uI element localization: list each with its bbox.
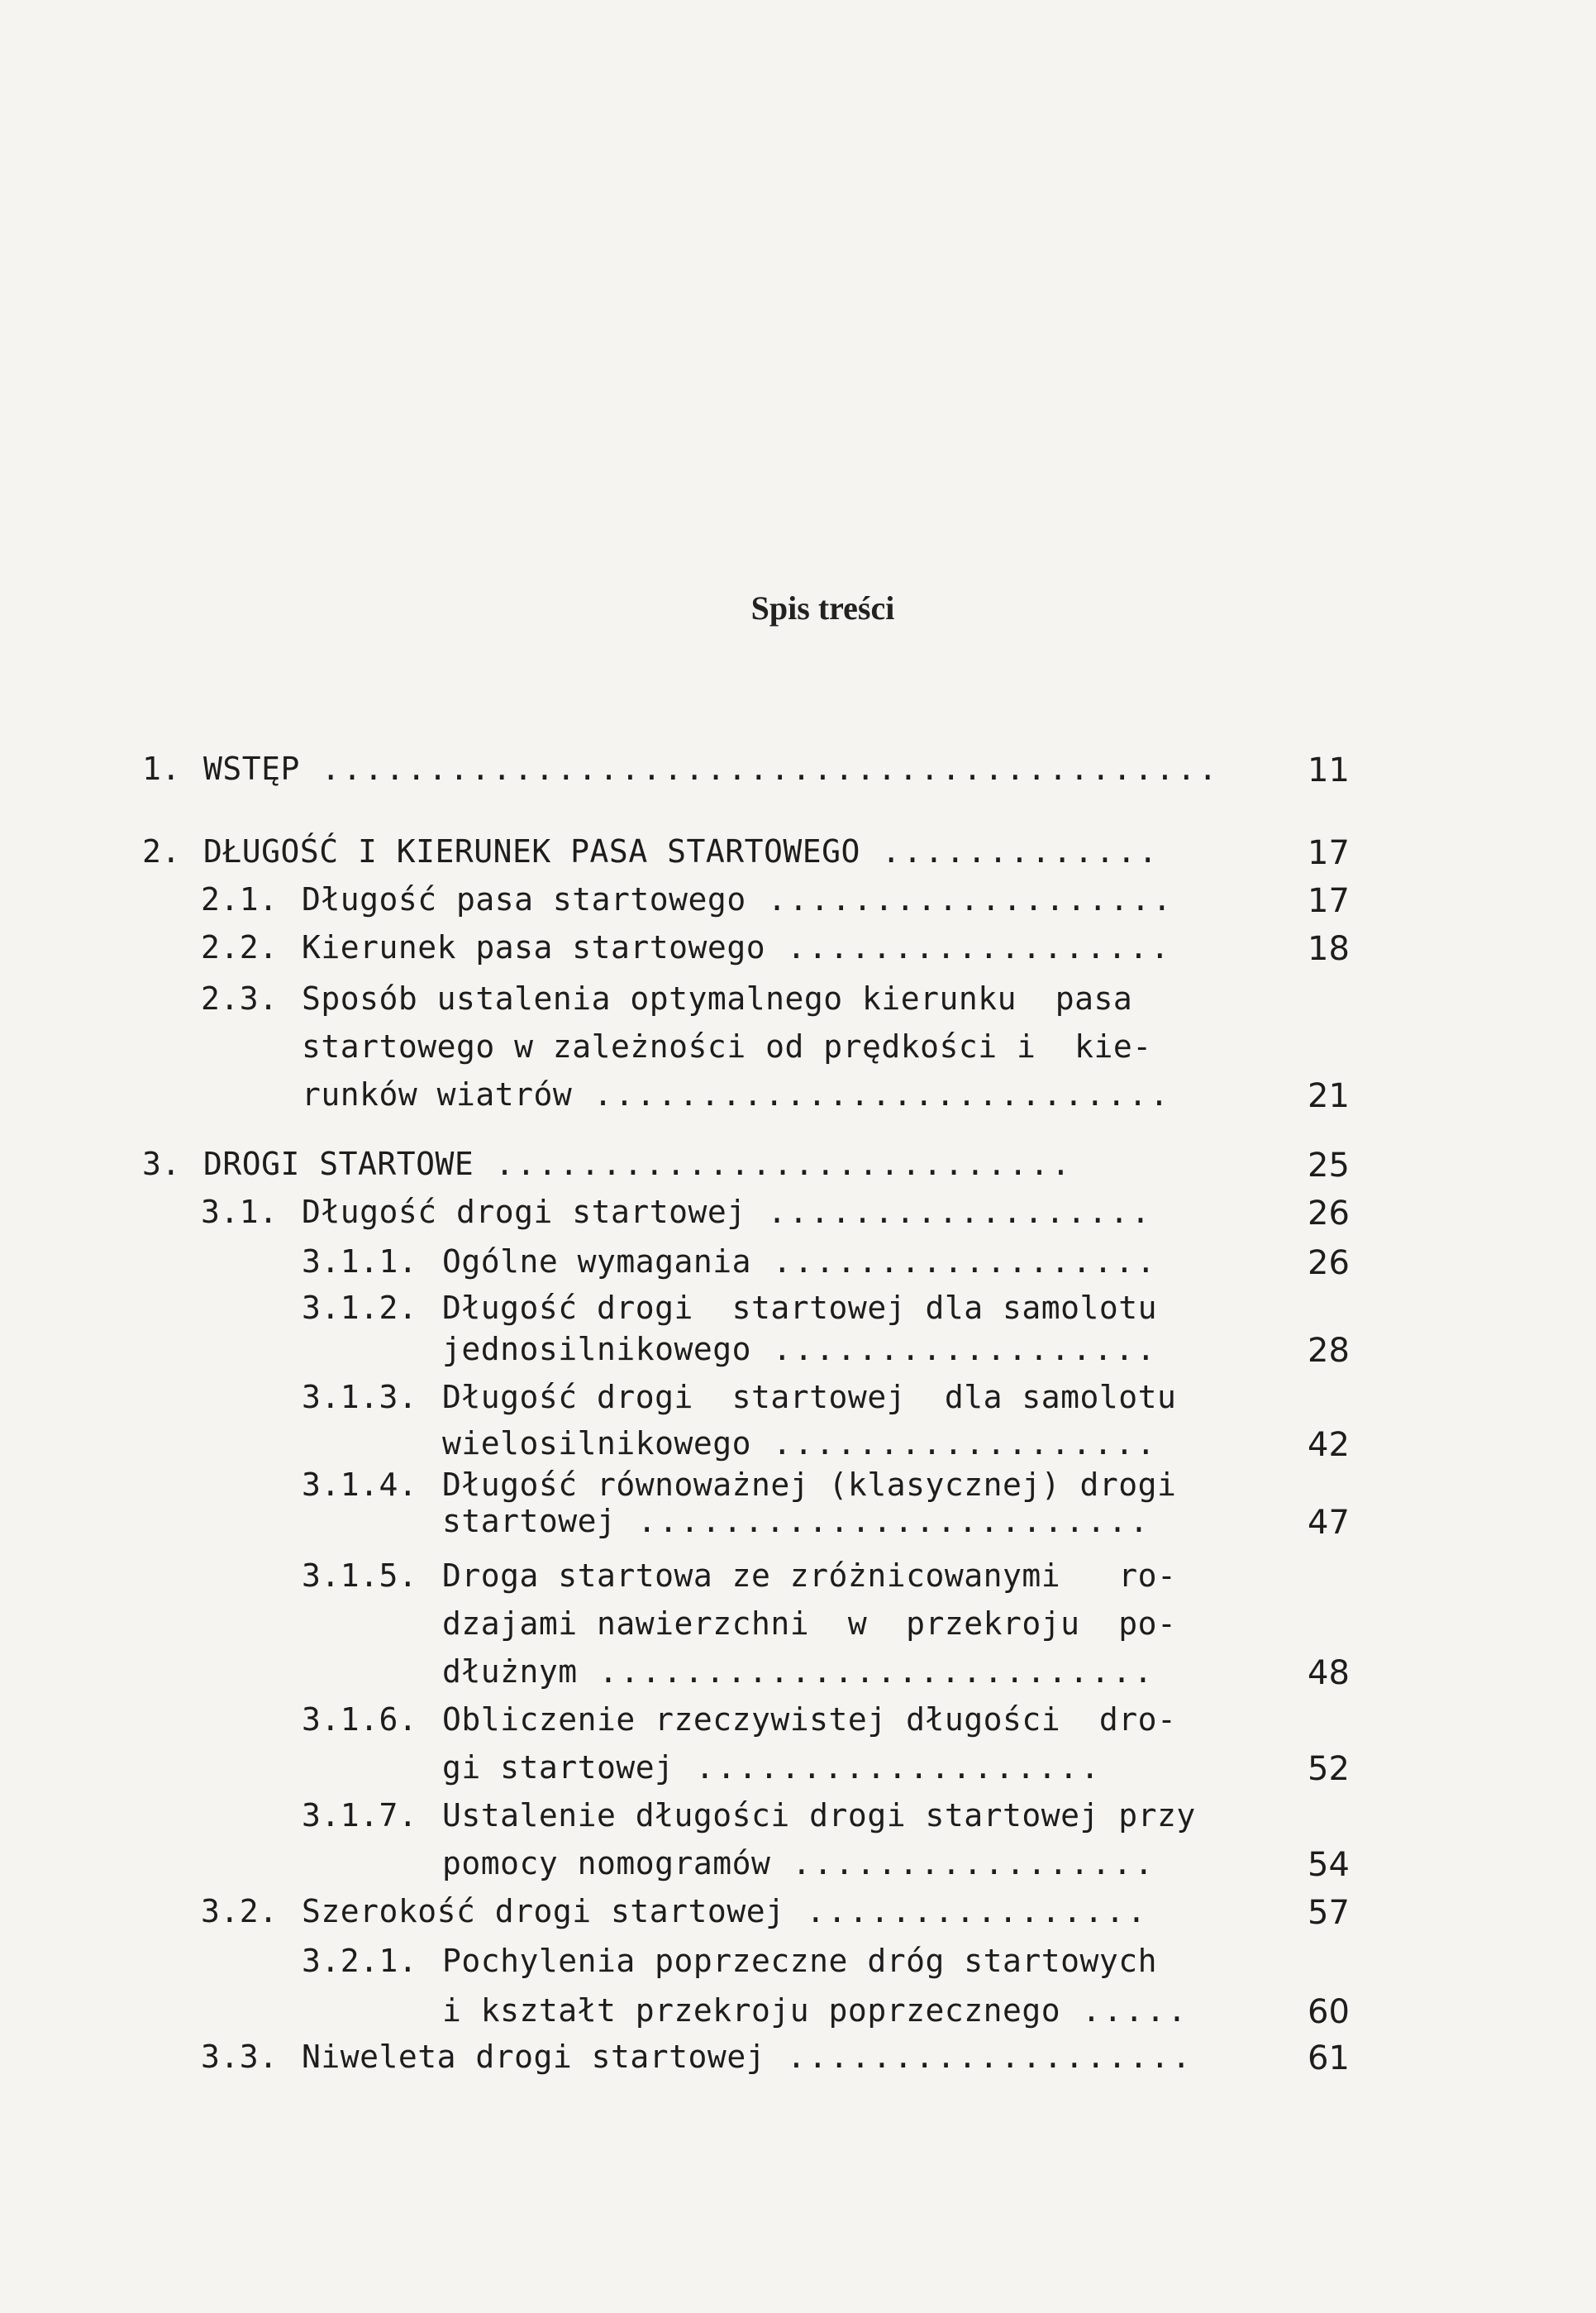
toc-number: 3.1.1. [302,1243,418,1280]
toc-page-number: 21 [1308,1077,1350,1115]
toc-text: Długość równoważnej (klasycznej) drogi [442,1466,1177,1503]
toc-text: WSTĘP [203,751,300,787]
toc-text: Długość drogi startowej dla samolotu [442,1379,1177,1415]
toc-entry-2-3[interactable] [201,980,1132,1017]
page-title: Spis treści [750,589,895,627]
toc-entry-3-1-4[interactable] [302,1466,1176,1503]
toc-text: Ustalenie długości drogi startowej przy [442,1797,1196,1834]
toc-entry-2-2[interactable]: 2.2. Kierunek pasa startowego .................. [201,929,1172,966]
toc-text: Długość drogi startowej [302,1194,746,1230]
toc-text: Długość pasa startowego [302,881,746,918]
toc-number: 3.1.5. [302,1557,418,1594]
toc-page-number: 11 [1308,751,1350,789]
toc-text-continuation: dłużnym .......................... [442,1653,1155,1690]
toc-page-number: 17 [1308,834,1350,872]
toc-text: Ogólne wymagania [442,1243,752,1280]
toc-number: 3.1.4. [302,1466,418,1503]
toc-text-continuation: gi startowej ................... [442,1749,1103,1786]
toc-text: DROGI STARTOWE [203,1146,474,1182]
toc-entry-3-1-7[interactable] [302,1797,1196,1834]
toc-text-continuation: jednosilnikowego .................. [442,1331,1158,1367]
toc-number: 2. [142,833,181,870]
toc-entry-3-1-2[interactable] [302,1290,1157,1326]
toc-number: 3.1.6. [302,1701,418,1738]
toc-entry-3-1-6[interactable] [302,1701,1176,1738]
toc-page-number: 18 [1308,930,1350,968]
toc-entry-3-1-3[interactable] [302,1379,1176,1415]
toc-entry-2[interactable]: 2. DŁUGOŚĆ I KIERUNEK PASA STARTOWEGO ............. [142,833,1160,870]
toc-page-number: 42 [1308,1426,1350,1464]
toc-page-number: 26 [1308,1244,1350,1282]
toc-entry-3-1[interactable]: 3.1. Długość drogi startowej .................. [201,1194,1153,1230]
toc-entry-3-1-1[interactable]: 3.1.1. Ogólne wymagania .................. [302,1243,1158,1280]
toc-text: Szerokość drogi startowej [302,1893,785,1929]
toc-entry-3-2-1[interactable] [302,1943,1157,1979]
toc-page-number: 26 [1308,1195,1350,1233]
toc-number: 3.2.1. [302,1943,418,1979]
toc-entry-2-1[interactable]: 2.1. Długość pasa startowego ................... [201,881,1174,918]
toc-number: 3.1.2. [302,1290,418,1326]
toc-entry-3-1-5[interactable] [302,1557,1176,1594]
toc-page-number: 28 [1308,1332,1350,1370]
toc-number: 3.1.3. [302,1379,418,1415]
toc-number: 3.3. [201,2039,279,2075]
toc-number: 3.1.7. [302,1797,418,1834]
toc-page-number: 61 [1308,2039,1350,2077]
toc-text: Długość drogi startowej dla samolotu [442,1290,1157,1326]
toc-text: Sposób ustalenia optymalnego kierunku pasa [302,980,1133,1017]
toc-text-continuation: i kształt przekroju poprzecznego ..... [442,1992,1189,2029]
toc-number: 2.3. [201,980,279,1017]
toc-page-number: 48 [1308,1654,1350,1692]
toc-page-number: 17 [1308,882,1350,920]
toc-text-continuation: startowej ........................ [442,1503,1151,1539]
toc-page-number: 60 [1308,1993,1350,2031]
toc-text: Obliczenie rzeczywistej długości dro- [442,1701,1177,1738]
toc-text-continuation: dzajami nawierzchni w przekroju po- [442,1605,1177,1642]
toc-text: Niweleta drogi startowej [302,2039,766,2075]
toc-text: DŁUGOŚĆ I KIERUNEK PASA STARTOWEGO [203,833,860,870]
toc-entry-3-2[interactable]: 3.2. Szerokość drogi startowej ................ [201,1893,1149,1929]
toc-number: 2.2. [201,929,279,966]
toc-page-number: 52 [1308,1750,1350,1788]
toc-number: 3.2. [201,1893,279,1929]
toc-number: 3. [142,1146,181,1182]
toc-number: 1. [142,751,181,787]
toc-entry-3[interactable]: 3. DROGI STARTOWE ........................... [142,1146,1073,1182]
toc-entry-1[interactable]: 1. WSTĘP .......................................... [142,751,1220,787]
toc-text: Kierunek pasa startowego [302,929,766,966]
toc-page-number: 54 [1308,1846,1350,1884]
toc-page-number: 47 [1308,1504,1350,1542]
toc-text-continuation: runków wiatrów ........................... [302,1076,1171,1113]
toc-text-continuation: pomocy nomogramów ................. [442,1845,1156,1881]
toc-text-continuation: wielosilnikowego .................. [442,1425,1158,1462]
toc-number: 2.1. [201,881,279,918]
toc-text: Droga startowa ze zróżnicowanymi ro- [442,1557,1177,1594]
toc-number: 3.1. [201,1194,279,1230]
toc-page-number: 57 [1308,1894,1350,1932]
toc-text-continuation: startowego w zależności od prędkości i kie- [302,1028,1152,1065]
toc-text: Pochylenia poprzeczne dróg startowych [442,1943,1157,1979]
toc-page-number: 25 [1308,1147,1350,1185]
toc-entry-3-3[interactable]: 3.3. Niweleta drogi startowej ................... [201,2039,1193,2075]
